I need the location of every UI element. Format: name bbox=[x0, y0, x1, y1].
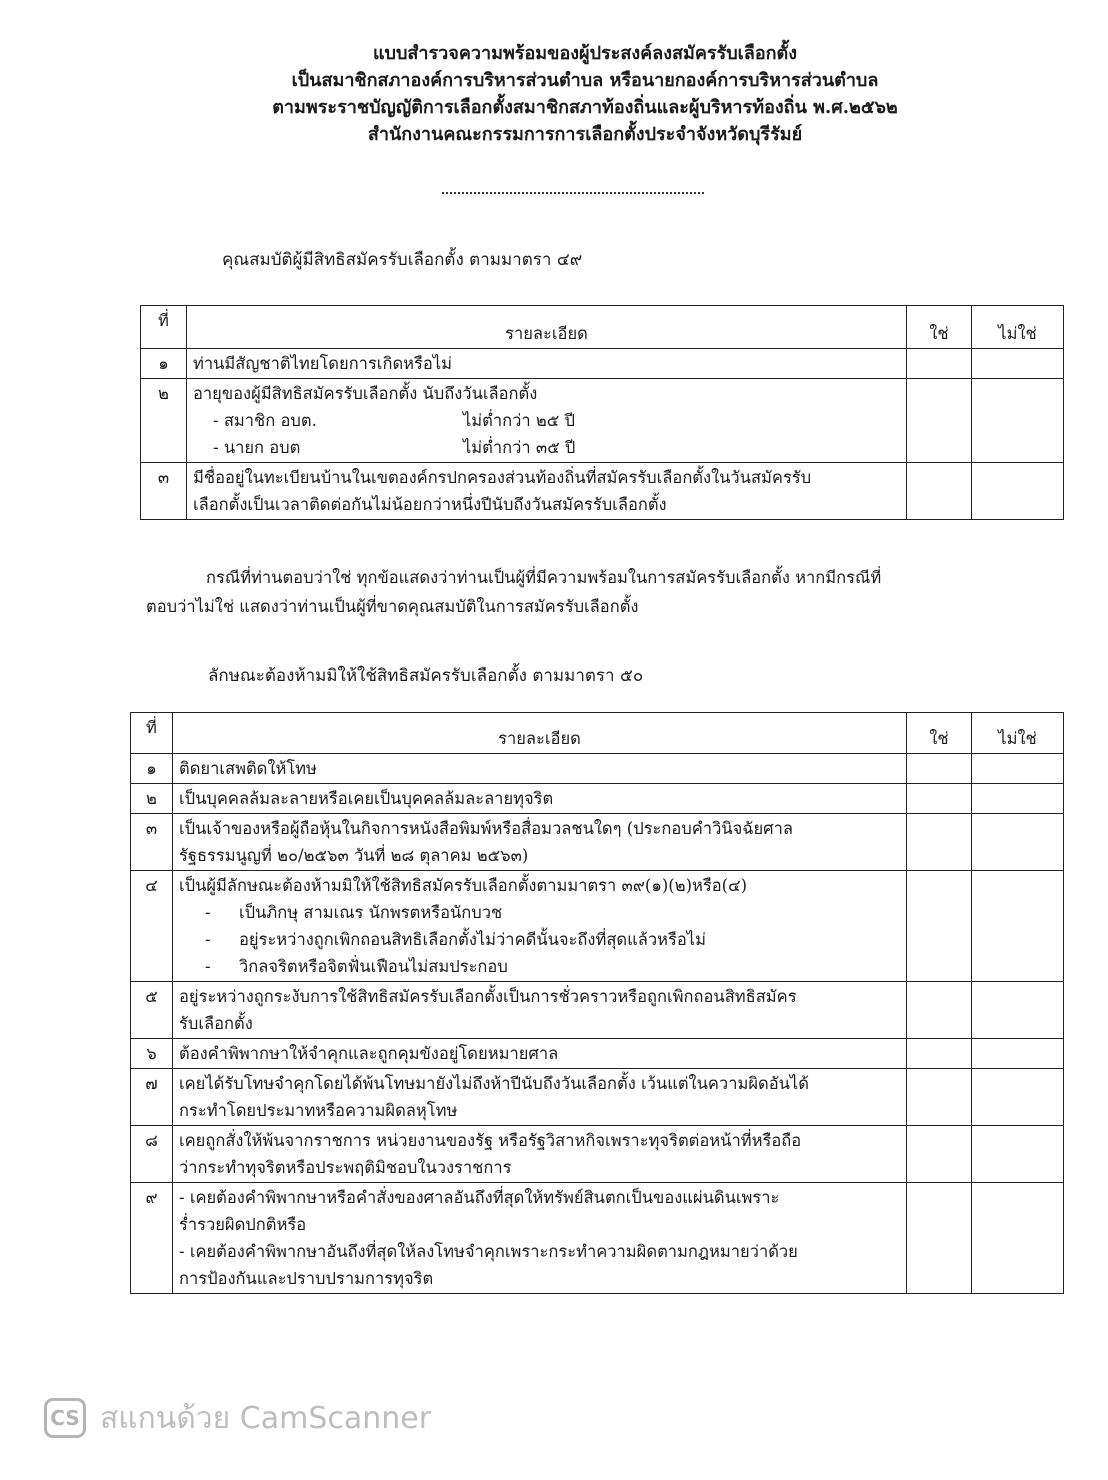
row-number: ๘ bbox=[131, 1126, 173, 1183]
table-row bbox=[141, 463, 1064, 520]
yes-checkbox-cell[interactable] bbox=[907, 982, 972, 1039]
column-header-no-answer: ไม่ใช่ bbox=[972, 306, 1064, 349]
age-requirement bbox=[193, 434, 900, 461]
bullet-text: เป็นภิกษุ สามเณร นักพรตหรือนักบวช bbox=[239, 903, 503, 922]
prohibition-bullet bbox=[179, 926, 900, 953]
bullet-dash: - bbox=[205, 957, 211, 976]
prohibition-table bbox=[130, 712, 1064, 1294]
detail-line: ท่านมีสัญชาติไทยโดยการเกิดหรือไม่ bbox=[193, 354, 452, 373]
yes-checkbox-cell[interactable] bbox=[907, 1126, 972, 1183]
bullet-text: อยู่ระหว่างถูกเพิกถอนสิทธิเลือกตั้งไม่ว่าคดีนั้นจะถึงที่สุดแล้วหรือไม่ bbox=[239, 930, 706, 949]
qualification-table bbox=[140, 305, 1064, 520]
row-number: ๗ bbox=[131, 1069, 173, 1126]
bullet-dash: - bbox=[205, 930, 211, 949]
detail-line: อายุของผู้มีสิทธิสมัครรับเลือกตั้ง นับถึงวันเลือกตั้ง bbox=[193, 384, 538, 403]
row-detail bbox=[173, 754, 907, 784]
row-number: ๓ bbox=[131, 814, 173, 871]
section1-title: คุณสมบัติผู้มีสิทธิสมัครรับเลือกตั้ง ตามมาตรา ๔๙ bbox=[222, 250, 583, 270]
row-detail bbox=[173, 1126, 907, 1183]
detail-line: การป้องกันและปราบปรามการทุจริต bbox=[179, 1269, 434, 1288]
no-checkbox-cell[interactable] bbox=[972, 754, 1064, 784]
prohibition-bullet bbox=[179, 953, 900, 980]
row-number: ๔ bbox=[131, 871, 173, 982]
header-line-1: แบบสำรวจความพร้อมของผู้ประสงค์ลงสมัครรับเลือกตั้ง bbox=[372, 43, 798, 64]
yes-checkbox-cell[interactable] bbox=[907, 463, 972, 520]
row-detail bbox=[173, 982, 907, 1039]
yes-checkbox-cell[interactable] bbox=[907, 754, 972, 784]
age-minimum-value: ไม่ต่ำกว่า ๒๕ ปี bbox=[463, 411, 576, 430]
no-checkbox-cell[interactable] bbox=[972, 1039, 1064, 1069]
column-header-detail: รายละเอียด bbox=[173, 713, 907, 754]
row-number: ๓ bbox=[141, 463, 187, 520]
table-row bbox=[131, 1069, 1064, 1126]
detail-line: เป็นผู้มีลักษณะต้องห้ามมิให้ใช้สิทธิสมัครรับเลือกตั้งตามมาตรา ๓๙(๑)(๒)หรือ(๔) bbox=[179, 876, 748, 895]
table-row bbox=[131, 784, 1064, 814]
prohibition-bullet bbox=[179, 899, 900, 926]
row-detail bbox=[173, 814, 907, 871]
row-detail bbox=[187, 463, 907, 520]
table-row bbox=[131, 1039, 1064, 1069]
bullet-dash: - bbox=[205, 903, 211, 922]
document-header bbox=[160, 40, 1010, 148]
age-minimum-value: ไม่ต่ำกว่า ๓๕ ปี bbox=[463, 438, 576, 457]
no-checkbox-cell[interactable] bbox=[972, 1183, 1064, 1294]
section2-title: ลักษณะต้องห้ามมิให้ใช้สิทธิสมัครรับเลือกตั้ง ตามมาตรา ๕๐ bbox=[208, 666, 644, 686]
no-checkbox-cell[interactable] bbox=[972, 349, 1064, 379]
row-number: ๙ bbox=[131, 1183, 173, 1294]
detail-line: รัฐธรรมนูญที่ ๒๐/๒๕๖๓ วันที่ ๒๘ ตุลาคม ๒๕๖๓) bbox=[179, 846, 529, 865]
bullet-text: วิกลจริตหรือจิตฟั่นเฟือนไม่สมประกอบ bbox=[239, 957, 508, 976]
row-detail bbox=[187, 379, 907, 463]
yes-checkbox-cell[interactable] bbox=[907, 871, 972, 982]
detail-line: กระทำโดยประมาทหรือความผิดลหุโทษ bbox=[179, 1101, 458, 1120]
table-row bbox=[141, 379, 1064, 463]
row-number: ๒ bbox=[131, 784, 173, 814]
header-line-3: ตามพระราชบัญญัติการเลือกตั้งสมาชิกสภาท้องถิ่นและผู้บริหารท้องถิ่น พ.ศ.๒๕๖๒ bbox=[272, 97, 898, 118]
row-number: ๑ bbox=[141, 349, 187, 379]
detail-line: - เคยต้องคำพิพากษาหรือคำสั่งของศาลอันถึงที่สุดให้ทรัพย์สินตกเป็นของแผ่นดินเพราะ bbox=[179, 1188, 780, 1207]
yes-checkbox-cell[interactable] bbox=[907, 1069, 972, 1126]
row-number: ๕ bbox=[131, 982, 173, 1039]
detail-line: เลือกตั้งเป็นเวลาติดต่อกันไม่น้อยกว่าหนึ่งปีนับถึงวันสมัครรับเลือกตั้ง bbox=[193, 495, 667, 514]
row-detail bbox=[173, 1183, 907, 1294]
note-line-1: กรณีที่ท่านตอบว่าใช่ ทุกข้อแสดงว่าท่านเป็นผู้ที่มีความพร้อมในการสมัครรับเลือกตั้ง หากมีกรณีที่ bbox=[206, 568, 882, 587]
detail-line: เคยถูกสั่งให้พ้นจากราชการ หน่วยงานของรัฐ หรือรัฐวิสาหกิจเพราะทุจริตต่อหน้าที่หรือถือ bbox=[179, 1131, 802, 1150]
column-header-yes: ใช่ bbox=[907, 306, 972, 349]
row-detail bbox=[173, 1069, 907, 1126]
detail-line: - เคยต้องคำพิพากษาอันถึงที่สุดให้ลงโทษจำคุกเพราะกระทำความผิดตามกฎหมายว่าด้วย bbox=[179, 1242, 798, 1261]
no-checkbox-cell[interactable] bbox=[972, 982, 1064, 1039]
table-row bbox=[131, 814, 1064, 871]
detail-line: ติดยาเสพติดให้โทษ bbox=[179, 759, 317, 778]
row-detail bbox=[173, 784, 907, 814]
detail-line: ร่ำรวยผิดปกติหรือ bbox=[179, 1215, 307, 1234]
watermark-text: สแกนด้วย CamScanner bbox=[100, 1400, 432, 1436]
row-number: ๖ bbox=[131, 1039, 173, 1069]
detail-line: มีชื่ออยู่ในทะเบียนบ้านในเขตองค์กรปกครองส่วนท้องถิ่นที่สมัครรับเลือกตั้งในวันสมัครรับ bbox=[193, 468, 812, 487]
yes-checkbox-cell[interactable] bbox=[907, 784, 972, 814]
row-number: ๑ bbox=[131, 754, 173, 784]
camscanner-logo-icon: CS bbox=[44, 1398, 86, 1438]
detail-line: เป็นบุคคลล้มละลายหรือเคยเป็นบุคคลล้มละลายทุจริต bbox=[179, 789, 554, 808]
age-position-label: - นายก อบต bbox=[213, 438, 301, 457]
column-header-no-answer: ไม่ใช่ bbox=[972, 713, 1064, 754]
row-detail bbox=[173, 871, 907, 982]
table-row bbox=[131, 1126, 1064, 1183]
detail-line: รับเลือกตั้ง bbox=[179, 1014, 253, 1033]
qualification-note bbox=[146, 563, 976, 621]
yes-checkbox-cell[interactable] bbox=[907, 349, 972, 379]
detail-line: เป็นเจ้าของหรือผู้ถือหุ้นในกิจการหนังสือพิมพ์หรือสื่อมวลชนใดๆ (ประกอบคำวินิจฉัยศาล bbox=[179, 819, 794, 838]
column-header-yes: ใช่ bbox=[907, 713, 972, 754]
row-number: ๒ bbox=[141, 379, 187, 463]
table-row bbox=[141, 349, 1064, 379]
yes-checkbox-cell[interactable] bbox=[907, 379, 972, 463]
header-line-4: สำนักงานคณะกรรมการการเลือกตั้งประจำจังหวัดบุรีรัมย์ bbox=[367, 124, 803, 145]
no-checkbox-cell[interactable] bbox=[972, 814, 1064, 871]
no-checkbox-cell[interactable] bbox=[972, 1126, 1064, 1183]
note-line-2: ตอบว่าไม่ใช่ แสดงว่าท่านเป็นผู้ที่ขาดคุณสมบัติในการสมัครรับเลือกตั้ง bbox=[146, 597, 639, 616]
age-requirement bbox=[193, 407, 900, 434]
no-checkbox-cell[interactable] bbox=[972, 871, 1064, 982]
column-header-detail: รายละเอียด bbox=[187, 306, 907, 349]
column-header-no: ที่ bbox=[141, 306, 187, 349]
yes-checkbox-cell[interactable] bbox=[907, 1039, 972, 1069]
table-row bbox=[131, 871, 1064, 982]
yes-checkbox-cell[interactable] bbox=[907, 1183, 972, 1294]
table-row bbox=[131, 1183, 1064, 1294]
age-position-label: - สมาชิก อบต. bbox=[213, 411, 317, 430]
camscanner-watermark bbox=[44, 1394, 431, 1442]
row-detail bbox=[187, 349, 907, 379]
table-row bbox=[131, 982, 1064, 1039]
detail-line: ว่ากระทำทุจริตหรือประพฤติมิชอบในวงราชการ bbox=[179, 1158, 512, 1177]
table-row bbox=[131, 754, 1064, 784]
header-line-2: เป็นสมาชิกสภาองค์การบริหารส่วนตำบล หรือนายกองค์การบริหารส่วนตำบล bbox=[291, 70, 879, 91]
no-checkbox-cell[interactable] bbox=[972, 1069, 1064, 1126]
no-checkbox-cell[interactable] bbox=[972, 463, 1064, 520]
detail-line: ต้องคำพิพากษาให้จำคุกและถูกคุมขังอยู่โดยหมายศาล bbox=[179, 1044, 559, 1063]
detail-line: อยู่ระหว่างถูกระงับการใช้สิทธิสมัครรับเลือกตั้งเป็นการชั่วคราวหรือถูกเพิกถอนสิทธิสมัคร bbox=[179, 987, 797, 1006]
no-checkbox-cell[interactable] bbox=[972, 379, 1064, 463]
dotted-divider bbox=[442, 192, 704, 194]
column-header-no: ที่ bbox=[131, 713, 173, 754]
no-checkbox-cell[interactable] bbox=[972, 784, 1064, 814]
yes-checkbox-cell[interactable] bbox=[907, 814, 972, 871]
detail-line: เคยได้รับโทษจำคุกโดยได้พ้นโทษมายังไม่ถึงห้าปีนับถึงวันเลือกตั้ง เว้นแต่ในความผิดอันได้ bbox=[179, 1074, 809, 1093]
row-detail bbox=[173, 1039, 907, 1069]
